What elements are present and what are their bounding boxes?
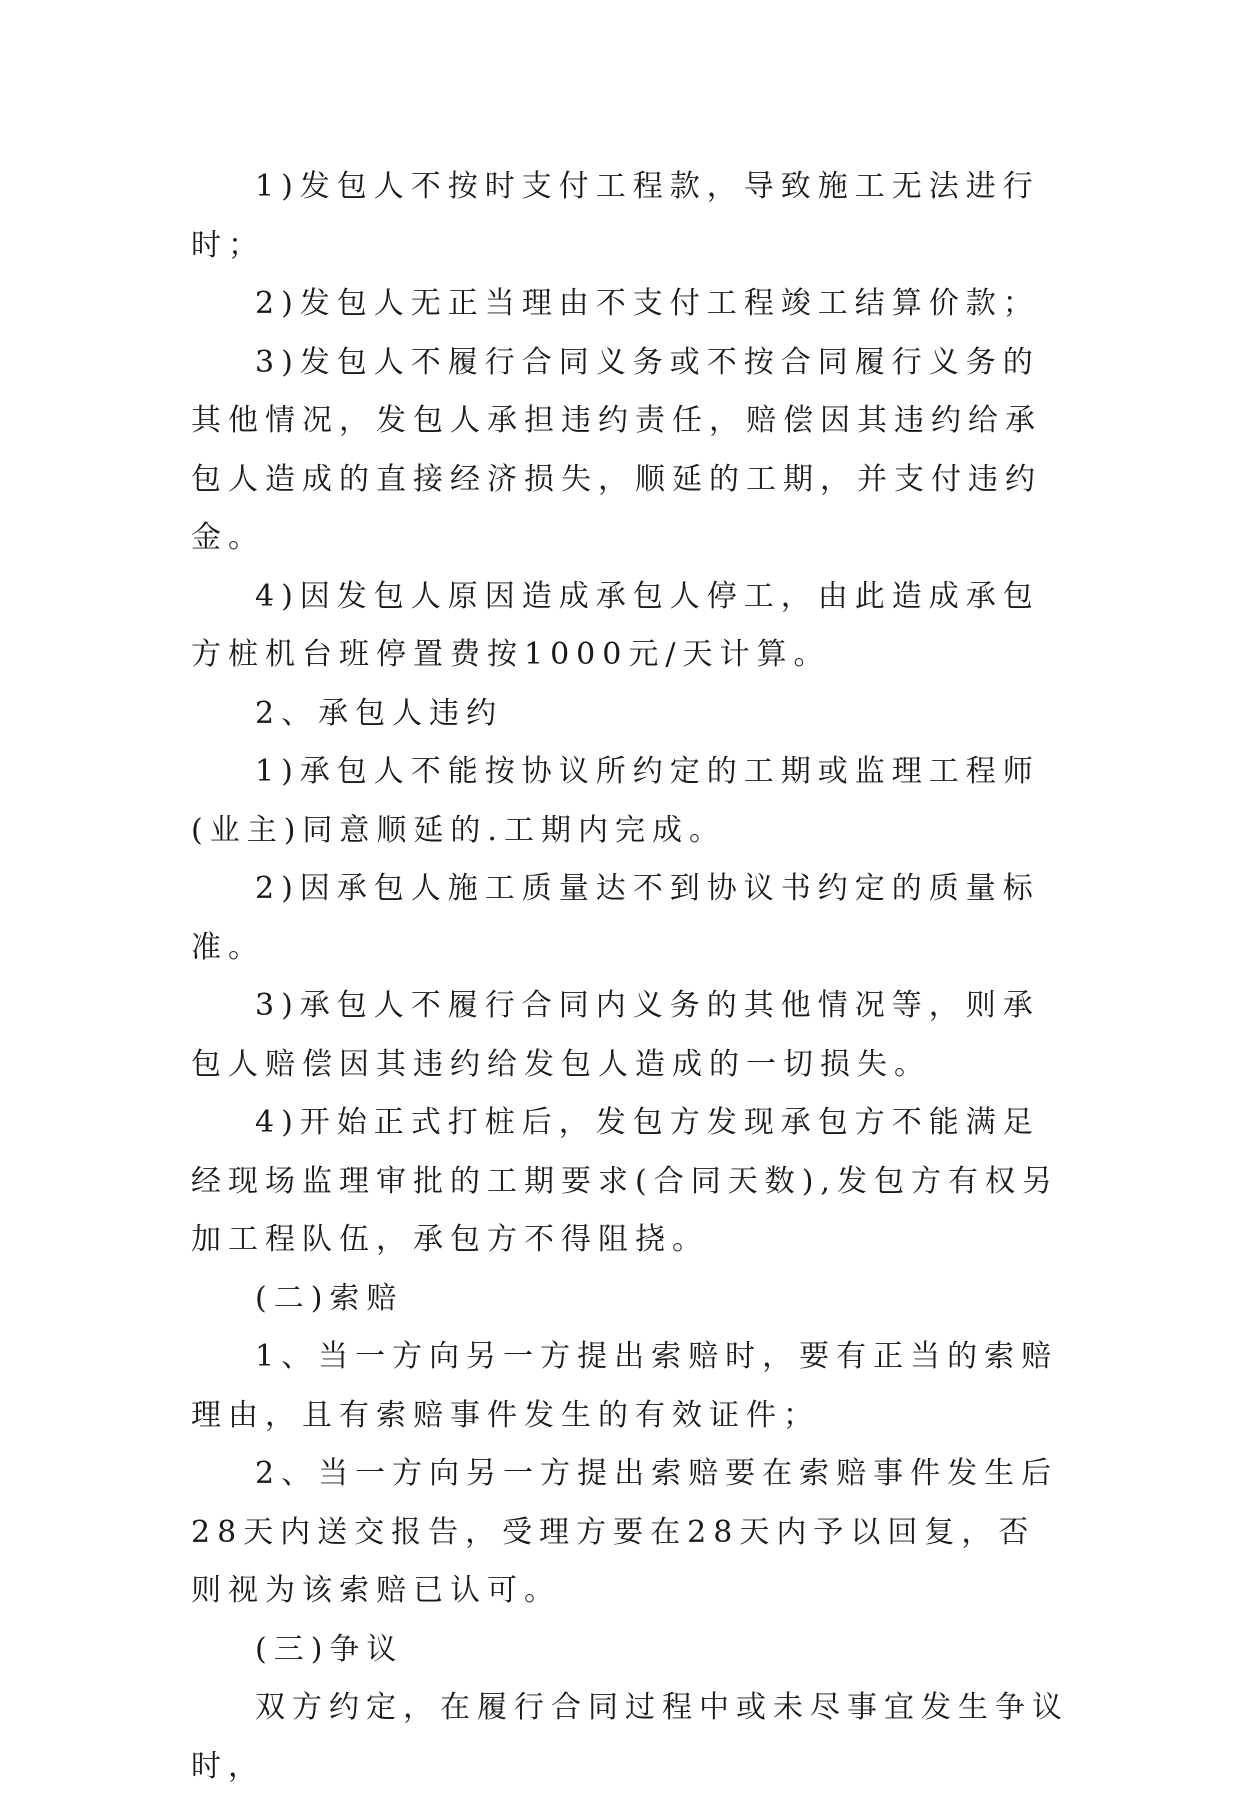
paragraph-contractor-delay: 1)承包人不能按协议所约定的工期或监理工程师(业主)同意顺延的.工期内完成。: [191, 754, 1040, 848]
paragraph-employer-stoppage-fee: 4)因发包人原因造成承包人停工，由此造成承包方桩机台班停置费按1000元/天计算。: [191, 578, 1040, 672]
paragraph-employer-other-breach: 3)发包人不履行合同义务或不按合同履行义务的其他情况，发包人承担违约责任，赔偿因其违约给承包人造成的直接经济损失，顺延的工期，并支付违约金。: [191, 344, 1042, 555]
heading-contractor-breach: 2、承包人违约: [255, 695, 504, 731]
heading-disputes: (三)争议: [255, 1631, 404, 1667]
paragraph-claims-reason: 1、当一方向另一方提出索赔时，要有正当的索赔理由，且有索赔事件发生的有效证件；: [191, 1339, 1059, 1433]
paragraph-contractor-schedule: 4)开始正式打桩后，发包方发现承包方不能满足经现场监理审批的工期要求(合同天数),发包方有权另加工程队伍，承包方不得阻挠。: [191, 1105, 1059, 1257]
heading-claims: (二)索赔: [255, 1280, 404, 1316]
paragraph-disputes: 双方约定，在履行合同过程中或未尽事宜发生争议时，: [191, 1690, 1069, 1784]
paragraph-contractor-quality: 2)因承包人施工质量达不到协议书约定的质量标准。: [191, 871, 1040, 965]
paragraph-contractor-other-breach: 3)承包人不履行合同内义务的其他情况等，则承包人赔偿因其违约给发包人造成的一切损失。: [191, 988, 1040, 1082]
paragraph-employer-late-payment: 1)发包人不按时支付工程款，导致施工无法进行时；: [191, 169, 1040, 263]
paragraph-claims-deadline: 2、当一方向另一方提出索赔要在索赔事件发生后28天内送交报告，受理方要在28天内予以回复，否则视为该索赔已认可。: [191, 1456, 1059, 1608]
paragraph-employer-unpaid-settlement: 2)发包人无正当理由不支付工程竣工结算价款；: [255, 286, 1040, 321]
document-body: [191, 158, 1071, 1796]
